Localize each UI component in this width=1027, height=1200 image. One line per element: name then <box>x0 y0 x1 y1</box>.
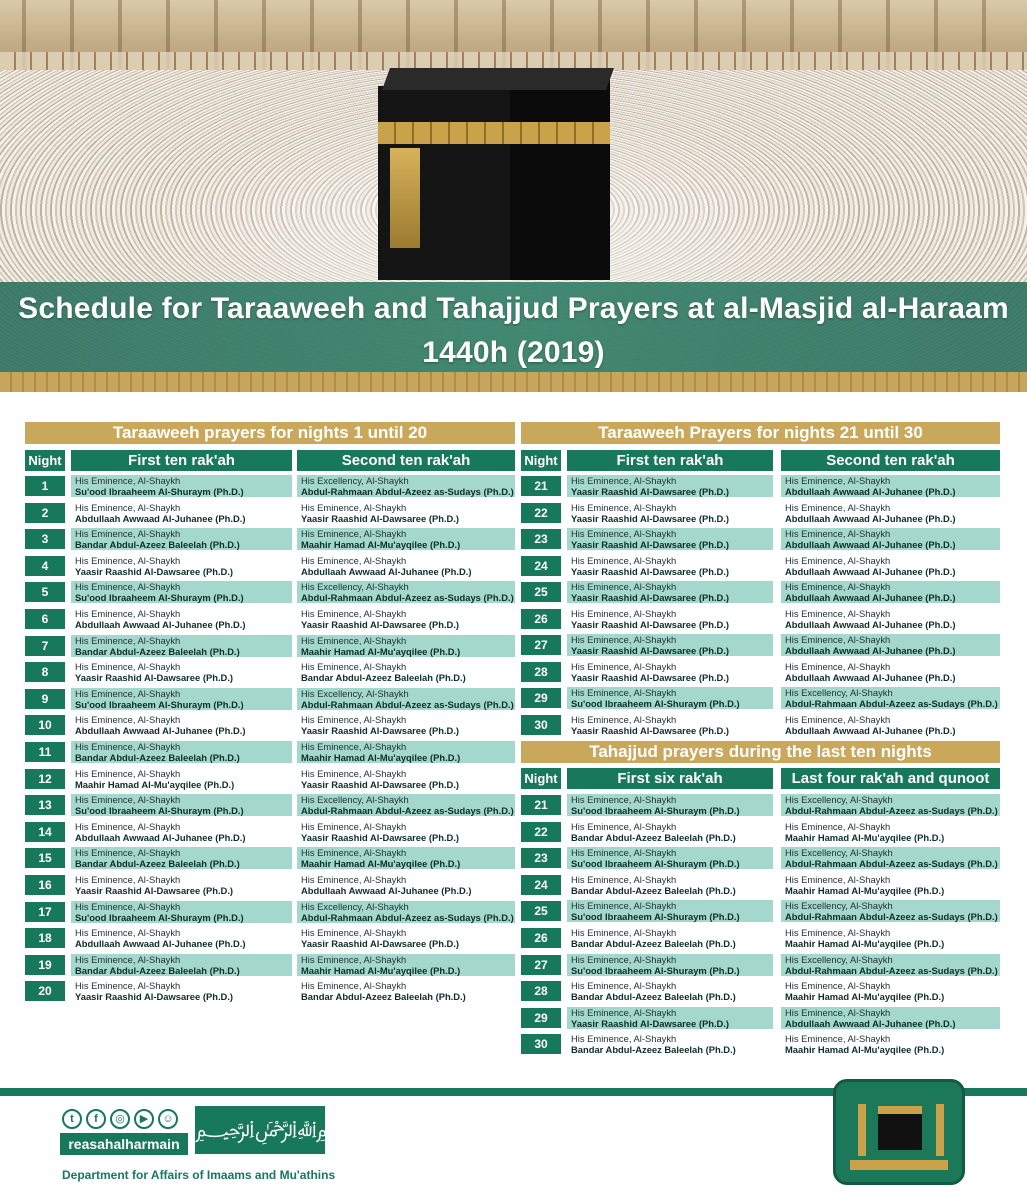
imam-name: Abdullaah Awwaad Al-Juhanee (Ph.D.) <box>785 592 956 603</box>
left-col-second: Second ten rak'ah <box>297 450 515 471</box>
night-number: 2 <box>25 503 65 523</box>
imam-title: His Eminence, Al-Shaykh <box>571 873 677 885</box>
second-imam-cell <box>781 980 1000 1002</box>
first-imam-cell <box>567 475 773 497</box>
imam-title: His Excellency, Al-Shaykh <box>785 687 893 698</box>
imam-name: Yaasir Raashid Al-Dawsaree (Ph.D.) <box>571 565 730 577</box>
imam-title: His Eminence, Al-Shaykh <box>571 687 677 698</box>
table-row <box>0 926 1027 953</box>
first-imam-cell <box>71 741 292 763</box>
first-imam-cell <box>567 980 773 1002</box>
imam-name: Yaasir Raashid Al-Dawsaree (Ph.D.) <box>571 539 730 550</box>
social-handle[interactable]: reasahalharmain <box>60 1133 188 1155</box>
imam-name: Bandar Abdul-Azeez Baleelah (Ph.D.) <box>571 938 736 949</box>
imam-title: His Eminence, Al-Shaykh <box>75 661 181 673</box>
tahajjud-table-heading: Tahajjud prayers during the last ten nights <box>521 741 1000 763</box>
imam-title: His Eminence, Al-Shaykh <box>75 475 181 486</box>
imam-name: Su'ood Ibraaheem Al-Shuraym (Ph.D.) <box>75 911 244 923</box>
night-number: 25 <box>521 901 561 921</box>
snapchat-icon[interactable]: ☺ <box>158 1109 178 1129</box>
imam-title: His Eminence, Al-Shaykh <box>301 767 407 779</box>
imam-name: Abdullaah Awwaad Al-Juhanee (Ph.D.) <box>301 885 472 896</box>
imam-name: Abdul-Rahmaan Abdul-Azeez as-Sudays (Ph.D.) <box>301 592 514 604</box>
second-imam-cell <box>781 821 1000 843</box>
imam-title: His Eminence, Al-Shaykh <box>301 501 407 513</box>
first-imam-cell <box>567 1033 773 1055</box>
imam-title: His Excellency, Al-Shaykh <box>301 475 409 486</box>
imam-name: Abdullaah Awwaad Al-Juhanee (Ph.D.) <box>785 486 956 497</box>
night-number: 22 <box>521 503 561 523</box>
facebook-icon[interactable]: f <box>86 1109 106 1129</box>
night-number: 27 <box>521 635 561 655</box>
imam-title: His Eminence, Al-Shaykh <box>571 953 677 965</box>
second-imam-cell <box>781 634 1000 656</box>
first-imam-cell <box>567 847 773 869</box>
imam-name: Abdul-Rahmaan Abdul-Azeez as-Sudays (Ph.D.) <box>785 964 998 976</box>
imam-title: His Eminence, Al-Shaykh <box>571 660 677 672</box>
imam-title: His Eminence, Al-Shaykh <box>301 874 407 885</box>
left-table-heading: Taraaweeh prayers for nights 1 until 20 <box>25 422 515 444</box>
imam-title: His Excellency, Al-Shaykh <box>301 794 409 806</box>
imam-name: Bandar Abdul-Azeez Baleelah (Ph.D.) <box>75 964 240 976</box>
imam-name: Su'ood Ibraaheem Al-Shuraym (Ph.D.) <box>571 858 740 870</box>
gold-ornament-band <box>0 372 1027 392</box>
imam-title: His Eminence, Al-Shaykh <box>301 554 407 566</box>
imam-name: Bandar Abdul-Azeez Baleelah (Ph.D.) <box>75 858 240 870</box>
night-number: 26 <box>521 928 561 948</box>
imam-title: His Eminence, Al-Shaykh <box>571 634 677 645</box>
imam-name: Abdullaah Awwaad Al-Juhanee (Ph.D.) <box>75 512 246 524</box>
second-imam-cell <box>781 502 1000 524</box>
imam-title: His Eminence, Al-Shaykh <box>301 820 407 832</box>
imam-name: Abdullaah Awwaad Al-Juhanee (Ph.D.) <box>301 565 472 577</box>
imam-title: His Eminence, Al-Shaykh <box>75 794 181 806</box>
hero-banner <box>0 0 1027 392</box>
imam-title: His Eminence, Al-Shaykh <box>75 874 181 885</box>
table-row <box>0 554 1027 581</box>
night-number: 29 <box>521 1008 561 1028</box>
night-number: 23 <box>521 848 561 868</box>
imam-name: Bandar Abdul-Azeez Baleelah (Ph.D.) <box>571 991 736 1003</box>
table-row <box>0 607 1027 634</box>
table-row <box>0 580 1027 607</box>
department-name: Department for Affairs of Imaams and Mu'athins <box>62 1168 336 1182</box>
imam-name: Abdullaah Awwaad Al-Juhanee (Ph.D.) <box>785 671 956 683</box>
imam-name: Abdullaah Awwaad Al-Juhanee (Ph.D.) <box>75 831 246 843</box>
imam-name: Yaasir Raashid Al-Dawsaree (Ph.D.) <box>571 512 730 524</box>
page-subtitle-year: 1440h (2019) <box>422 336 605 369</box>
imam-title: His Eminence, Al-Shaykh <box>75 634 181 646</box>
night-number: 28 <box>521 981 561 1001</box>
imam-name: Abdullaah Awwaad Al-Juhanee (Ph.D.) <box>785 645 956 656</box>
night-number: 23 <box>521 529 561 549</box>
imam-title: His Eminence, Al-Shaykh <box>785 1006 891 1018</box>
night-number: 28 <box>521 662 561 682</box>
imam-title: His Eminence, Al-Shaykh <box>785 581 891 592</box>
table-row <box>0 1032 1027 1059</box>
imam-name: Bandar Abdul-Azeez Baleelah (Ph.D.) <box>301 991 466 1003</box>
imam-name: Abdul-Rahmaan Abdul-Azeez as-Sudays (Ph.D.) <box>785 805 998 816</box>
imam-name: Abdullaah Awwaad Al-Juhanee (Ph.D.) <box>785 512 956 524</box>
night-number: 13 <box>25 795 65 815</box>
imam-title: His Eminence, Al-Shaykh <box>75 501 181 513</box>
imam-title: His Eminence, Al-Shaykh <box>301 953 407 965</box>
imam-title: His Eminence, Al-Shaykh <box>571 1006 677 1018</box>
first-imam-cell <box>567 821 773 843</box>
imam-name: Yaasir Raashid Al-Dawsaree (Ph.D.) <box>571 1017 730 1029</box>
imam-name: Abdul-Rahmaan Abdul-Azeez as-Sudays (Ph.D.) <box>301 805 514 817</box>
night-number: 26 <box>521 609 561 629</box>
imam-title: His Eminence, Al-Shaykh <box>75 581 181 593</box>
imam-title: His Eminence, Al-Shaykh <box>75 980 181 992</box>
second-imam-cell <box>781 794 1000 816</box>
imam-title: His Eminence, Al-Shaykh <box>75 927 181 939</box>
table-row <box>0 979 1027 1006</box>
first-imam-cell <box>567 794 773 816</box>
night-number: 11 <box>25 742 65 762</box>
first-imam-cell <box>567 954 773 976</box>
right-table-heading: Taraaweeh Prayers for nights 21 until 30 <box>521 422 1000 444</box>
imam-name: Bandar Abdul-Azeez Baleelah (Ph.D.) <box>75 752 240 763</box>
night-number: 25 <box>521 582 561 602</box>
imam-name: Yaasir Raashid Al-Dawsaree (Ph.D.) <box>571 486 730 497</box>
imam-name: Abdullaah Awwaad Al-Juhanee (Ph.D.) <box>785 618 956 630</box>
imam-name: Maahir Hamad Al-Mu'ayqilee (Ph.D.) <box>785 938 945 949</box>
imam-name: Yaasir Raashid Al-Dawsaree (Ph.D.) <box>75 672 234 684</box>
imam-name: Maahir Hamad Al-Mu'ayqilee (Ph.D.) <box>785 831 945 843</box>
second-imam-cell <box>781 900 1000 922</box>
imam-title: His Eminence, Al-Shaykh <box>301 661 407 673</box>
imam-title: His Eminence, Al-Shaykh <box>785 713 891 725</box>
table-row <box>0 660 1027 687</box>
night-number: 8 <box>25 662 65 682</box>
table-row <box>0 686 1027 713</box>
night-number: 30 <box>521 1034 561 1054</box>
imam-title: His Eminence, Al-Shaykh <box>785 528 891 539</box>
imam-title: His Eminence, Al-Shaykh <box>571 554 677 566</box>
second-imam-cell <box>781 555 1000 577</box>
imam-name: Yaasir Raashid Al-Dawsaree (Ph.D.) <box>301 778 460 790</box>
mosque-arcade <box>0 0 1027 70</box>
imam-title: His Eminence, Al-Shaykh <box>785 980 891 992</box>
table-row <box>0 873 1027 900</box>
night-number: 21 <box>521 476 561 496</box>
imam-name: Abdul-Rahmaan Abdul-Azeez as-Sudays (Ph.D.) <box>785 858 998 870</box>
imam-title: His Eminence, Al-Shaykh <box>301 927 407 939</box>
imam-title: His Excellency, Al-Shaykh <box>785 847 893 859</box>
imam-title: His Eminence, Al-Shaykh <box>301 528 407 540</box>
social-icons <box>62 1106 186 1132</box>
presidency-emblem <box>833 1079 965 1185</box>
imam-title: His Eminence, Al-Shaykh <box>75 714 181 726</box>
imam-title: His Excellency, Al-Shaykh <box>301 581 409 593</box>
second-imam-cell <box>781 1033 1000 1055</box>
imam-name: Yaasir Raashid Al-Dawsaree (Ph.D.) <box>301 725 460 737</box>
imam-name: Maahir Hamad Al-Mu'ayqilee (Ph.D.) <box>301 964 461 976</box>
imam-name: Su'ood Ibraaheem Al-Shuraym (Ph.D.) <box>571 911 740 923</box>
imam-title: His Eminence, Al-Shaykh <box>75 741 181 752</box>
imam-name: Maahir Hamad Al-Mu'ayqilee (Ph.D.) <box>301 539 461 551</box>
imam-name: Yaasir Raashid Al-Dawsaree (Ph.D.) <box>301 938 460 950</box>
night-number: 10 <box>25 715 65 735</box>
twitter-icon[interactable]: t <box>62 1109 82 1129</box>
imam-name: Bandar Abdul-Azeez Baleelah (Ph.D.) <box>301 672 466 684</box>
imam-title: His Excellency, Al-Shaykh <box>785 953 893 965</box>
imam-name: Bandar Abdul-Azeez Baleelah (Ph.D.) <box>571 884 736 896</box>
imam-name: Yaasir Raashid Al-Dawsaree (Ph.D.) <box>301 512 460 524</box>
imam-name: Abdul-Rahmaan Abdul-Azeez as-Sudays (Ph.D.) <box>301 698 514 710</box>
imam-title: His Eminence, Al-Shaykh <box>785 554 891 566</box>
imam-title: His Eminence, Al-Shaykh <box>75 953 181 965</box>
night-number: 5 <box>25 582 65 602</box>
imam-title: His Eminence, Al-Shaykh <box>571 501 677 513</box>
imam-name: Su'ood Ibraaheem Al-Shuraym (Ph.D.) <box>75 805 244 817</box>
tahajjud-col-first: First six rak'ah <box>567 768 773 789</box>
imam-title: His Eminence, Al-Shaykh <box>75 900 181 912</box>
imam-name: Yaasir Raashid Al-Dawsaree (Ph.D.) <box>571 618 730 630</box>
second-imam-cell <box>781 661 1000 683</box>
imam-name: Maahir Hamad Al-Mu'ayqilee (Ph.D.) <box>301 858 461 870</box>
imam-name: Abdullaah Awwaad Al-Juhanee (Ph.D.) <box>785 539 956 550</box>
imam-name: Abdul-Rahmaan Abdul-Azeez as-Sudays (Ph.D.) <box>301 911 514 923</box>
night-number: 17 <box>25 902 65 922</box>
imam-name: Yaasir Raashid Al-Dawsaree (Ph.D.) <box>75 885 234 896</box>
imam-title: His Eminence, Al-Shaykh <box>301 847 407 859</box>
second-imam-cell <box>781 687 1000 709</box>
night-number: 4 <box>25 556 65 576</box>
imam-title: His Eminence, Al-Shaykh <box>75 847 181 859</box>
imam-title: His Eminence, Al-Shaykh <box>571 820 677 832</box>
table-row <box>0 899 1027 926</box>
imam-name: Yaasir Raashid Al-Dawsaree (Ph.D.) <box>75 565 234 577</box>
night-number: 14 <box>25 822 65 842</box>
tahajjud-col-second: Last four rak'ah and qunoot <box>781 768 1000 789</box>
imam-name: Su'ood Ibraaheem Al-Shuraym (Ph.D.) <box>571 964 740 976</box>
night-number: 6 <box>25 609 65 629</box>
imam-title: His Excellency, Al-Shaykh <box>785 900 893 912</box>
imam-name: Bandar Abdul-Azeez Baleelah (Ph.D.) <box>75 645 240 657</box>
imam-name: Maahir Hamad Al-Mu'ayqilee (Ph.D.) <box>75 778 235 790</box>
night-number: 12 <box>25 769 65 789</box>
imam-name: Abdullaah Awwaad Al-Juhanee (Ph.D.) <box>75 725 246 737</box>
second-imam-cell <box>781 847 1000 869</box>
left-col-first: First ten rak'ah <box>71 450 292 471</box>
imam-name: Yaasir Raashid Al-Dawsaree (Ph.D.) <box>301 831 460 843</box>
imam-title: His Eminence, Al-Shaykh <box>301 608 407 619</box>
table-row <box>0 527 1027 554</box>
imam-title: His Eminence, Al-Shaykh <box>301 741 407 752</box>
imam-title: His Eminence, Al-Shaykh <box>75 554 181 566</box>
imam-title: His Eminence, Al-Shaykh <box>75 687 181 699</box>
right-col-first: First ten rak'ah <box>567 450 773 471</box>
imam-name: Yaasir Raashid Al-Dawsaree (Ph.D.) <box>571 671 730 683</box>
imam-title: His Eminence, Al-Shaykh <box>75 608 181 619</box>
night-number: 18 <box>25 928 65 948</box>
imam-name: Yaasir Raashid Al-Dawsaree (Ph.D.) <box>571 645 730 656</box>
table-row <box>0 474 1027 501</box>
imam-name: Su'ood Ibraaheem Al-Shuraym (Ph.D.) <box>75 698 244 710</box>
table-row <box>0 846 1027 873</box>
page-title: Schedule for Taraaweeh and Tahajjud Prayers at al-Masjid al-Haraam <box>18 292 1009 325</box>
imam-title: His Eminence, Al-Shaykh <box>571 607 677 619</box>
imam-title: His Eminence, Al-Shaykh <box>301 634 407 646</box>
second-imam-cell <box>781 475 1000 497</box>
first-imam-cell <box>567 1007 773 1029</box>
imam-title: His Excellency, Al-Shaykh <box>301 687 409 699</box>
imam-name: Maahir Hamad Al-Mu'ayqilee (Ph.D.) <box>785 1044 945 1056</box>
first-imam-cell <box>567 714 773 736</box>
table-row <box>0 713 1027 740</box>
imam-title: His Eminence, Al-Shaykh <box>571 794 677 805</box>
imam-name: Abdullaah Awwaad Al-Juhanee (Ph.D.) <box>785 565 956 577</box>
imam-title: His Eminence, Al-Shaykh <box>571 900 677 912</box>
imam-title: His Eminence, Al-Shaykh <box>785 501 891 513</box>
night-number: 3 <box>25 529 65 549</box>
imam-title: His Eminence, Al-Shaykh <box>785 475 891 486</box>
night-number: 7 <box>25 636 65 656</box>
imam-name: Su'ood Ibraaheem Al-Shuraym (Ph.D.) <box>75 592 244 604</box>
imam-name: Maahir Hamad Al-Mu'ayqilee (Ph.D.) <box>785 884 945 896</box>
imam-title: His Eminence, Al-Shaykh <box>571 927 677 938</box>
first-imam-cell <box>567 581 773 603</box>
second-imam-cell <box>781 1007 1000 1029</box>
imam-title: His Eminence, Al-Shaykh <box>571 980 677 992</box>
first-imam-cell <box>71 768 292 790</box>
imam-title: His Eminence, Al-Shaykh <box>301 980 407 992</box>
table-row <box>0 501 1027 528</box>
imam-title: His Eminence, Al-Shaykh <box>75 767 181 779</box>
kaaba-illustration <box>378 68 610 280</box>
night-number: 15 <box>25 848 65 868</box>
night-number: 24 <box>521 875 561 895</box>
imam-title: His Eminence, Al-Shaykh <box>571 1033 677 1045</box>
first-imam-cell <box>567 528 773 550</box>
night-number: 29 <box>521 688 561 708</box>
imam-title: His Excellency, Al-Shaykh <box>785 794 893 805</box>
night-number: 27 <box>521 955 561 975</box>
first-imam-cell <box>567 555 773 577</box>
youtube-icon[interactable]: ▶ <box>134 1109 154 1129</box>
imam-name: Yaasir Raashid Al-Dawsaree (Ph.D.) <box>75 991 234 1003</box>
second-imam-cell <box>781 608 1000 630</box>
imam-title: His Eminence, Al-Shaykh <box>785 607 891 619</box>
imam-title: His Eminence, Al-Shaykh <box>571 528 677 539</box>
second-imam-cell <box>781 954 1000 976</box>
second-imam-cell <box>781 874 1000 896</box>
first-imam-cell <box>567 661 773 683</box>
second-imam-cell <box>781 714 1000 736</box>
imam-title: His Excellency, Al-Shaykh <box>301 900 409 912</box>
imam-name: Abdul-Rahmaan Abdul-Azeez as-Sudays (Ph.D.) <box>785 911 998 923</box>
second-imam-cell <box>297 741 515 763</box>
imam-name: Su'ood Ibraaheem Al-Shuraym (Ph.D.) <box>75 486 244 497</box>
imam-title: His Eminence, Al-Shaykh <box>75 528 181 540</box>
first-imam-cell <box>567 874 773 896</box>
imam-title: His Eminence, Al-Shaykh <box>571 713 677 725</box>
night-number: 24 <box>521 556 561 576</box>
imam-name: Bandar Abdul-Azeez Baleelah (Ph.D.) <box>571 831 736 843</box>
imam-name: Yaasir Raashid Al-Dawsaree (Ph.D.) <box>571 592 730 603</box>
table-row <box>0 820 1027 847</box>
right-col-second: Second ten rak'ah <box>781 450 1000 471</box>
left-col-night: Night <box>25 450 65 471</box>
imam-title: His Eminence, Al-Shaykh <box>785 873 891 885</box>
imam-title: His Eminence, Al-Shaykh <box>75 820 181 832</box>
second-imam-cell <box>781 528 1000 550</box>
first-imam-cell <box>567 634 773 656</box>
imam-name: Abdullaah Awwaad Al-Juhanee (Ph.D.) <box>785 1017 956 1029</box>
table-row <box>0 633 1027 660</box>
night-number: 30 <box>521 715 561 735</box>
imam-title: His Eminence, Al-Shaykh <box>785 927 891 938</box>
imam-name: Yaasir Raashid Al-Dawsaree (Ph.D.) <box>571 724 730 736</box>
imam-name: Abdul-Rahmaan Abdul-Azeez as-Sudays (Ph.D.) <box>785 698 998 709</box>
night-number: 16 <box>25 875 65 895</box>
imam-title: His Eminence, Al-Shaykh <box>571 581 677 592</box>
second-imam-cell <box>297 768 515 790</box>
first-imam-cell <box>567 608 773 630</box>
night-number: 22 <box>521 822 561 842</box>
imam-name: Su'ood Ibraaheem Al-Shuraym (Ph.D.) <box>571 805 740 816</box>
imam-title: His Eminence, Al-Shaykh <box>571 847 677 859</box>
night-number: 19 <box>25 955 65 975</box>
imam-name: Abdullaah Awwaad Al-Juhanee (Ph.D.) <box>785 724 956 736</box>
imam-name: Abdullaah Awwaad Al-Juhanee (Ph.D.) <box>75 619 246 630</box>
table-row <box>0 1006 1027 1033</box>
table-row <box>0 953 1027 980</box>
imam-title: His Eminence, Al-Shaykh <box>785 1033 891 1045</box>
first-imam-cell <box>567 687 773 709</box>
second-imam-cell <box>781 927 1000 949</box>
imam-name: Maahir Hamad Al-Mu'ayqilee (Ph.D.) <box>301 752 461 763</box>
night-number: 1 <box>25 476 65 496</box>
night-number: 21 <box>521 795 561 815</box>
second-imam-cell <box>781 581 1000 603</box>
imam-title: His Eminence, Al-Shaykh <box>785 660 891 672</box>
imam-title: His Eminence, Al-Shaykh <box>301 714 407 726</box>
first-imam-cell <box>567 927 773 949</box>
imam-name: Maahir Hamad Al-Mu'ayqilee (Ph.D.) <box>301 645 461 657</box>
imam-name: Maahir Hamad Al-Mu'ayqilee (Ph.D.) <box>785 991 945 1003</box>
night-number: 20 <box>25 981 65 1001</box>
imam-title: His Eminence, Al-Shaykh <box>785 820 891 832</box>
tahajjud-col-night: Night <box>521 768 561 789</box>
right-col-night: Night <box>521 450 561 471</box>
table-row <box>0 793 1027 820</box>
imam-name: Su'ood Ibraaheem Al-Shuraym (Ph.D.) <box>571 698 740 709</box>
first-imam-cell <box>567 900 773 922</box>
imam-title: His Eminence, Al-Shaykh <box>571 475 677 486</box>
first-imam-cell <box>567 502 773 524</box>
calligraphy-logo: ﷽ <box>195 1106 325 1154</box>
imam-name: Bandar Abdul-Azeez Baleelah (Ph.D.) <box>75 539 240 551</box>
night-number: 9 <box>25 689 65 709</box>
instagram-icon[interactable]: ◎ <box>110 1109 130 1129</box>
imam-name: Abdul-Rahmaan Abdul-Azeez as-Sudays (Ph.D.) <box>301 486 514 497</box>
imam-name: Yaasir Raashid Al-Dawsaree (Ph.D.) <box>301 619 460 630</box>
imam-title: His Eminence, Al-Shaykh <box>785 634 891 645</box>
imam-name: Abdullaah Awwaad Al-Juhanee (Ph.D.) <box>75 938 246 950</box>
imam-name: Bandar Abdul-Azeez Baleelah (Ph.D.) <box>571 1044 736 1056</box>
